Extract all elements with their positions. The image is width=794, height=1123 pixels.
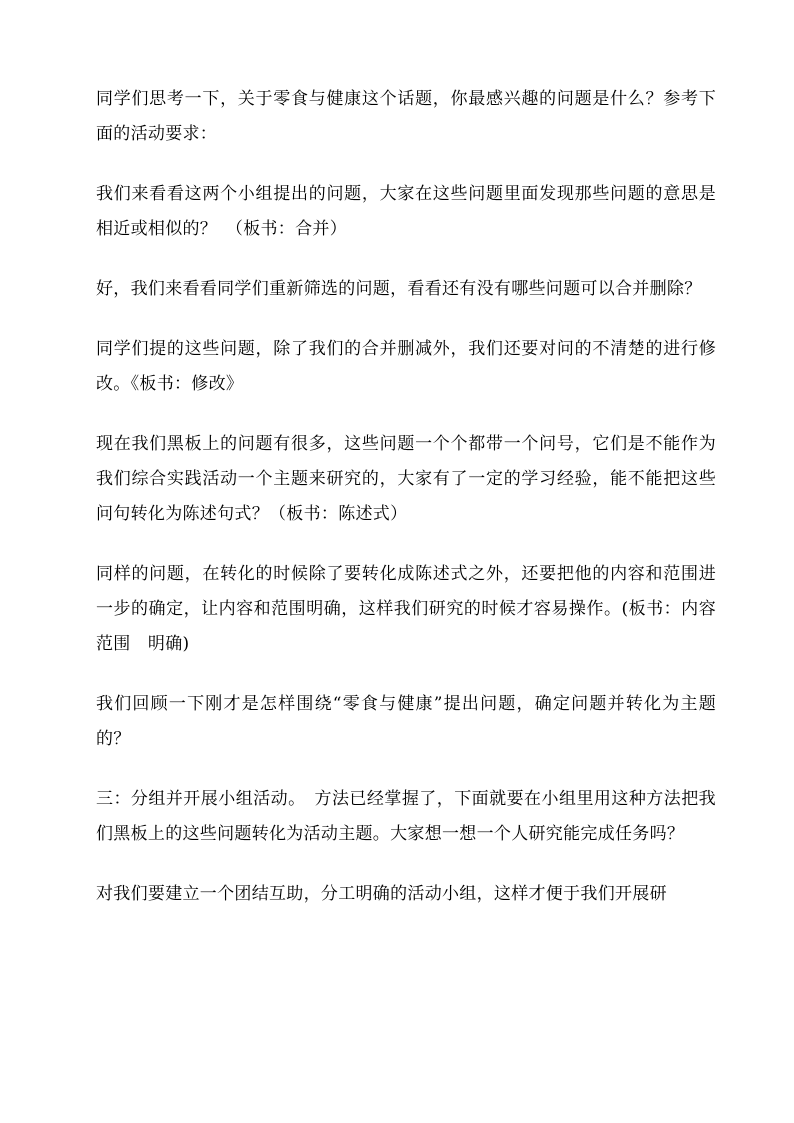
paragraph-2: 我们来看看这两个小组提出的问题，大家在这些问题里面发现那些问题的意思是相近或相似的？ （板书：合并） bbox=[96, 184, 716, 239]
paragraph-5: 现在我们黑板上的问题有很多，这些问题一个个都带一个问号，它们是不能作为我们综合实践活动一个主题来研究的，大家有了一定的学习经验，能不能把这些问句转化为陈述句式？（板书：陈述式） bbox=[96, 434, 716, 524]
paragraph-8: 三：分组并开展小组活动。 方法已经掌握了，下面就要在小组里用这种方法把我们黑板上的这些问题转化为活动主题。大家想一想一个人研究能完成任务吗？ bbox=[96, 789, 716, 844]
paragraph-9: 对我们要建立一个团结互助，分工明确的活动小组，这样才便于我们开展研 bbox=[96, 884, 667, 904]
paragraph-6: 同样的问题，在转化的时候除了要转化成陈述式之外，还要把他的内容和范围进一步的确定，让内容和范围明确，这样我们研究的时候才容易操作。(板书：内容 范围 明确) bbox=[96, 564, 734, 654]
document-body bbox=[96, 82, 734, 937]
paragraph-7: 我们回顾一下刚才是怎样围绕“零食与健康”提出问题，确定问题并转化为主题的？ bbox=[96, 694, 716, 749]
paragraph-3: 好，我们来看看同学们重新筛选的问题，看看还有没有哪些问题可以合并删除？ bbox=[96, 279, 702, 299]
paragraph-4: 同学们提的这些问题，除了我们的合并删减外，我们还要对问的不清楚的进行修改。《板书：修改》 bbox=[96, 339, 716, 394]
paragraph-1: 同学们思考一下，关于零食与健康这个话题，你最感兴趣的问题是什么？参考下面的活动要求： bbox=[96, 89, 716, 144]
